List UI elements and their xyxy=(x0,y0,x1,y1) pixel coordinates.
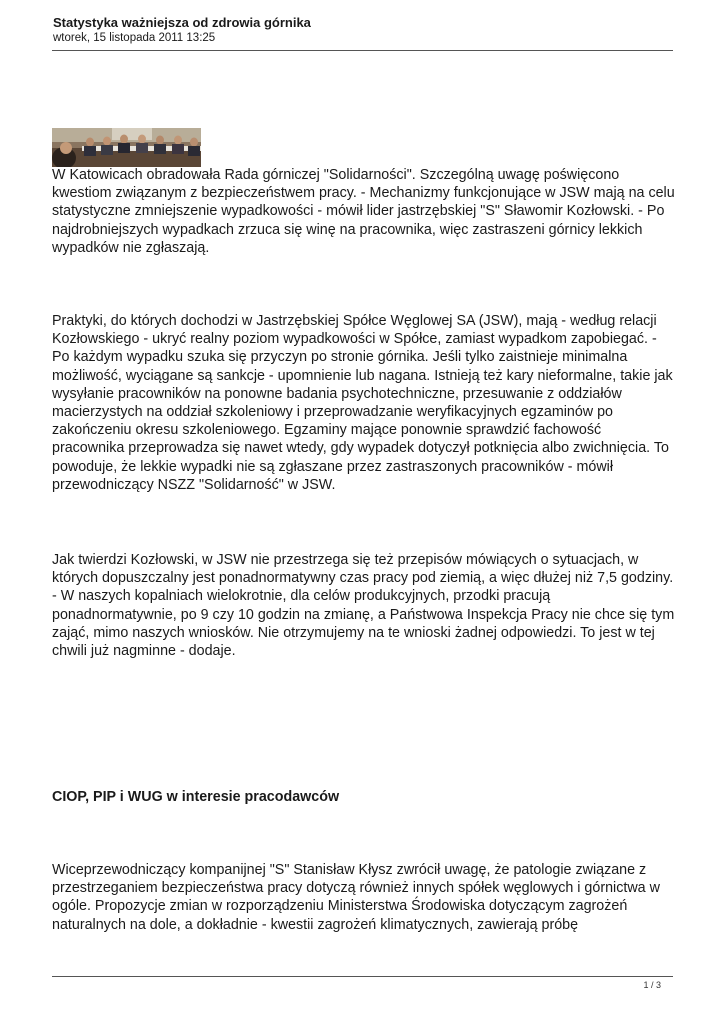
footer-divider xyxy=(52,976,673,977)
meeting-photo xyxy=(52,128,201,167)
meeting-photo-image xyxy=(52,128,201,167)
paragraph-3: Jak twierdzi Kozłowski, w JSW nie przestrzega się też przepisów mówiących o sytuacjach, w których dopuszczalny jest ponadnormatywny czas pracy pod ziemią, a więc dłużej niż 7,5 godziny. - W naszych kopalniach wielokrotnie, dla celów produkcyjnych, przodki pracują ponadnormatywnie, po 9 czy 10 godzin na zmianę, a Państwowa Inspekcja Pracy nie chce się tym zająć, mimo naszych wniosków. Nie otrzymujemy na te wnioski żadnej odpowiedzi. To jest w tej chwili już nagminne - dodaje. xyxy=(52,552,675,660)
header-divider xyxy=(52,50,673,51)
section-subheading: CIOP, PIP i WUG w interesie pracodawców xyxy=(52,789,340,805)
article-header xyxy=(53,14,673,46)
page-number: 1 / 3 xyxy=(643,980,661,990)
paragraph-2: Praktyki, do których dochodzi w Jastrzębskiej Spółce Węglowej SA (JSW), mają - według relacji Kozłowskiego - ukryć realny poziom wypadkowości w Spółce, zamiast wypadkom zapobiegać. - Po każdym wypadku szuka się przyczyn po stronie górnika. Jeśli tylko zaistnieje minimalna możliwość, wyciągane są sankcje - upomnienie lub nagana. Istnieją też kary nieformalne, takie jak wysyłanie pracowników na ponowne badania psychotechniczne, przesuwanie z oddziałów macierzystych na oddział szkoleniowy i przeprowadzanie weryfikacyjnych egzaminów po zakończeniu okresu szkoleniowego. Egzaminy mające ponownie sprawdzić fachowość pracownika przeprowadza się nawet wtedy, gdy wypadek dotyczył potknięcia albo zwichnięcia. To powoduje, że lekkie wypadki nie są zgłaszane przez zastraszonych pracowników - mówił przewodniczący NSZZ "Solidarność" w JSW. xyxy=(52,313,673,493)
article-title: Statystyka ważniejsza od zdrowia górnika xyxy=(53,15,311,30)
article-date: wtorek, 15 listopada 2011 13:25 xyxy=(53,32,216,44)
paragraph-4: Wiceprzewodniczący kompanijnej "S" Stanisław Kłysz zwrócił uwagę, że patologie związane z przestrzeganiem bezpieczeństwa pracy dotyczą również innych spółek węglowych i górnictwa w ogóle. Propozycje zmian w rozporządzeniu Ministerstwa Środowiska dotyczącym zagrożeń naturalnych na dole, a dokładnie - kwestii zagrożeń klimatycznych, zawierają próbę xyxy=(52,862,660,933)
paragraph-1: W Katowicach obradowała Rada górniczej "Solidarności". Szczególną uwagę poświęcono kwestiom związanym z bezpieczeństwem pracy. - Mechanizmy funkcjonujące w JSW mają na celu statystyczne zmniejszenie wypadkowości - mówił lider jastrzębskiej "S" Sławomir Kozłowski. - Po najdrobniejszych wypadkach zrzuca się winę na pracownika, więc zastraszeni górnicy lekkich wypadków nie zgłaszają. xyxy=(52,167,675,256)
